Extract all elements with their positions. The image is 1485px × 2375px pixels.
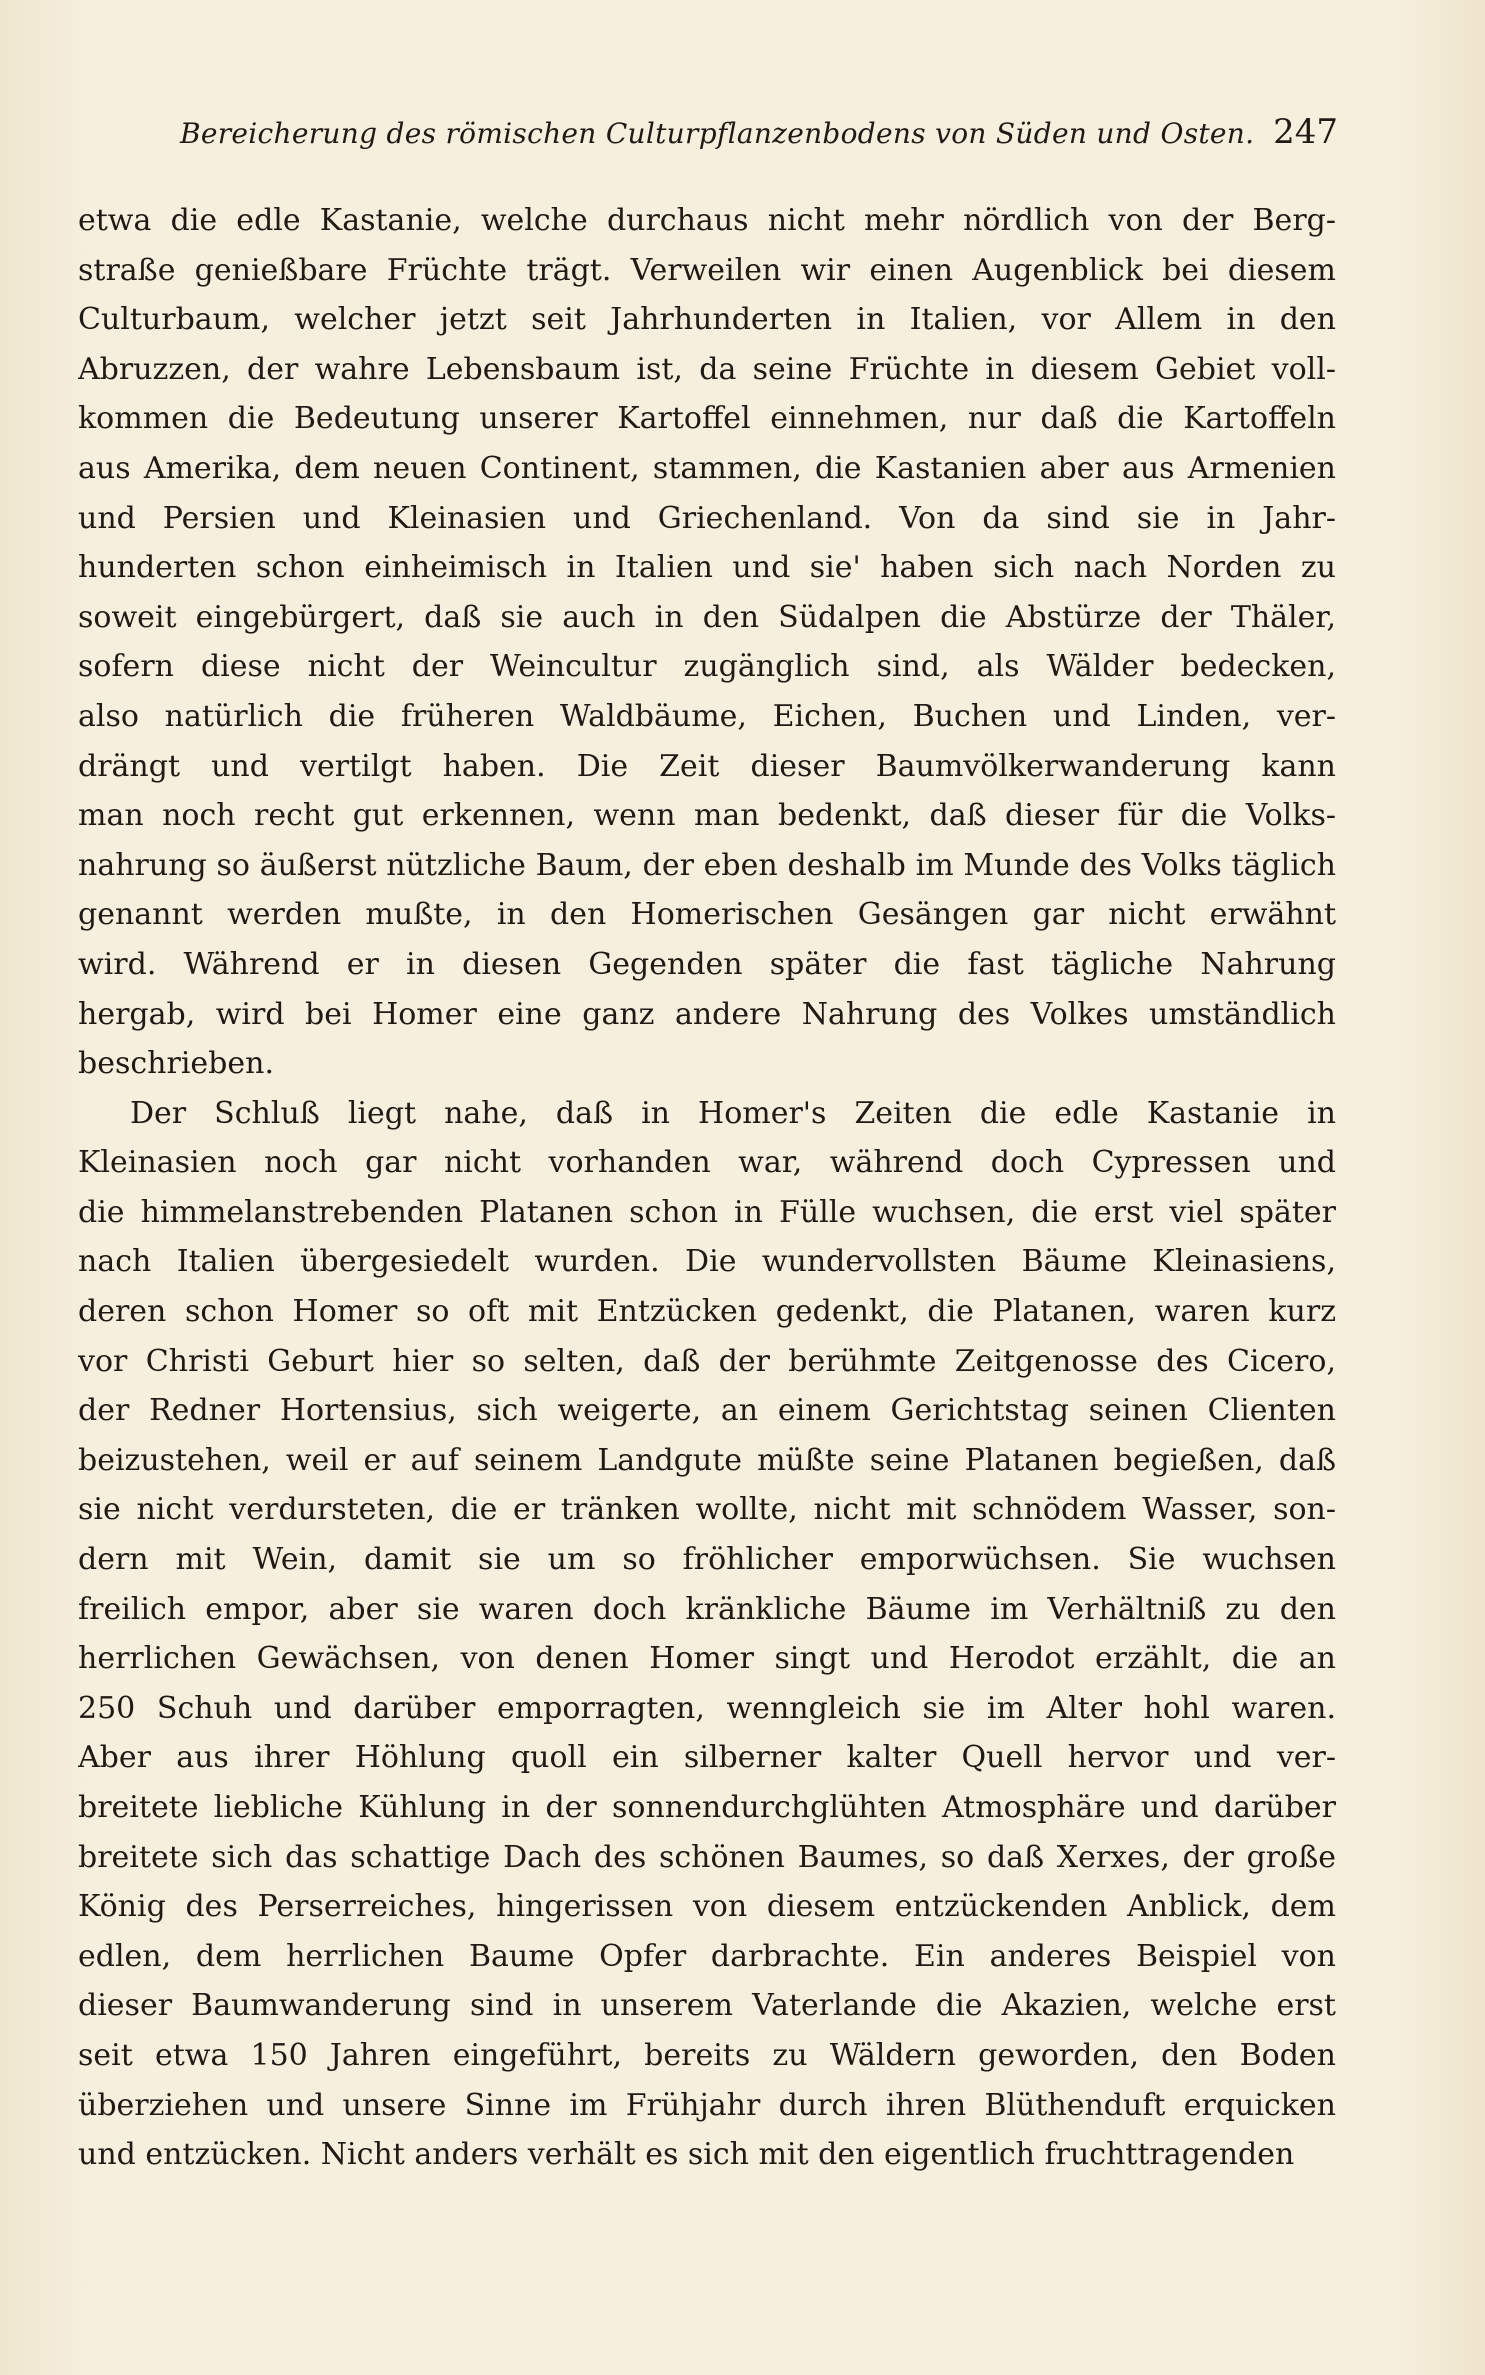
page-number: 247: [1273, 112, 1338, 152]
text-line: vor Christi Geburt hier so selten, daß der berühmte Zeitgenosse des Cicero,: [78, 1343, 1336, 1379]
text-line: freilich empor, aber sie waren doch kränkliche Bäume im Verhältniß zu den: [78, 1591, 1336, 1627]
text-line: wird. Während er in diesen Gegenden später die fast tägliche Nahrung: [78, 946, 1336, 982]
text-line: beschrieben.: [78, 1046, 274, 1082]
text-line: soweit eingebürgert, daß sie auch in den Südalpen die Abstürze der Thäler,: [78, 599, 1336, 635]
text-line: der Redner Hortensius, sich weigerte, an einem Gerichtstag seinen Clienten: [78, 1393, 1336, 1429]
text-line: beizustehen, weil er auf seinem Landgute müßte seine Platanen begießen, daß: [78, 1442, 1336, 1478]
text-line: die himmelanstrebenden Platanen schon in Fülle wuchsen, die erst viel später: [78, 1194, 1336, 1230]
running-title: Bereicherung des römischen Culturpflanzenbodens von Süden und Osten.: [180, 117, 1255, 150]
text-line: nach Italien übergesiedelt wurden. Die wundervollsten Bäume Kleinasiens,: [78, 1244, 1336, 1280]
text-line: sofern diese nicht der Weincultur zugänglich sind, als Wälder bedecken,: [78, 649, 1336, 685]
text-line: dern mit Wein, damit sie um so fröhlicher emporwüchsen. Sie wuchsen: [78, 1542, 1336, 1578]
body-text: [78, 196, 1336, 2180]
text-line: also natürlich die früheren Waldbäume, Eichen, Buchen und Linden, ver-: [78, 698, 1336, 734]
text-line: nahrung so äußerst nützliche Baum, der eben deshalb im Munde des Volks täglich: [78, 847, 1336, 883]
text-line: herrlichen Gewächsen, von denen Homer singt und Herodot erzählt, die an: [78, 1641, 1336, 1677]
text-line: Der Schluß liegt nahe, daß in Homer's Zeiten die edle Kastanie in: [130, 1095, 1336, 1131]
text-line: breitete sich das schattige Dach des schönen Baumes, so daß Xerxes, der große: [78, 1839, 1336, 1875]
text-line: und entzücken. Nicht anders verhält es sich mit den eigentlich fruchttragenden: [78, 2137, 1295, 2173]
text-line: hunderten schon einheimisch in Italien und sie' haben sich nach Norden zu: [78, 550, 1336, 586]
text-line: Culturbaum, welcher jetzt seit Jahrhunderten in Italien, vor Allem in den: [78, 302, 1336, 338]
text-line: und Persien und Kleinasien und Griechenland. Von da sind sie in Jahr-: [78, 500, 1336, 536]
text-line: 250 Schuh und darüber emporragten, wenngleich sie im Alter hohl waren.: [78, 1690, 1336, 1726]
text-line: man noch recht gut erkennen, wenn man bedenkt, daß dieser für die Volks-: [78, 798, 1336, 834]
running-head: [180, 112, 1338, 152]
text-line: etwa die edle Kastanie, welche durchaus nicht mehr nördlich von der Berg-: [78, 203, 1336, 238]
text-line: aus Amerika, dem neuen Continent, stammen, die Kastanien aber aus Armenien: [78, 450, 1336, 486]
text-line: hergab, wird bei Homer eine ganz andere Nahrung des Volkes umständlich: [78, 996, 1336, 1032]
text-line: deren schon Homer so oft mit Entzücken gedenkt, die Platanen, waren kurz: [78, 1294, 1336, 1330]
text-line: Kleinasien noch gar nicht vorhanden war, während doch Cypressen und: [78, 1145, 1336, 1181]
text-line: sie nicht verdursteten, die er tränken wollte, nicht mit schnödem Wasser, son-: [78, 1492, 1336, 1528]
text-line: dieser Baumwanderung sind in unserem Vaterlande die Akazien, welche erst: [78, 1988, 1336, 2024]
text-line: straße genießbare Früchte trägt. Verweilen wir einen Augenblick bei diesem: [78, 252, 1336, 288]
text-line: edlen, dem herrlichen Baume Opfer darbrachte. Ein anderes Beispiel von: [78, 1938, 1336, 1974]
text-line: genannt werden mußte, in den Homerischen Gesängen gar nicht erwähnt: [78, 897, 1336, 933]
text-line: Aber aus ihrer Höhlung quoll ein silberner kalter Quell hervor und ver-: [78, 1740, 1336, 1776]
text-line: König des Perserreiches, hingerissen von diesem entzückenden Anblick, dem: [78, 1889, 1336, 1925]
text-line: kommen die Bedeutung unserer Kartoffel einnehmen, nur daß die Kartoffeln: [78, 401, 1336, 437]
text-line: seit etwa 150 Jahren eingeführt, bereits zu Wäldern geworden, den Boden: [78, 2037, 1336, 2073]
text-line: Abruzzen, der wahre Lebensbaum ist, da seine Früchte in diesem Gebiet voll-: [78, 351, 1336, 387]
text-line: drängt und vertilgt haben. Die Zeit dieser Baumvölkerwanderung kann: [78, 748, 1336, 784]
text-line: breitete liebliche Kühlung in der sonnendurchglühten Atmosphäre und darüber: [78, 1790, 1336, 1825]
text-line: überziehen und unsere Sinne im Frühjahr durch ihren Blüthenduft erquicken: [78, 2087, 1336, 2123]
